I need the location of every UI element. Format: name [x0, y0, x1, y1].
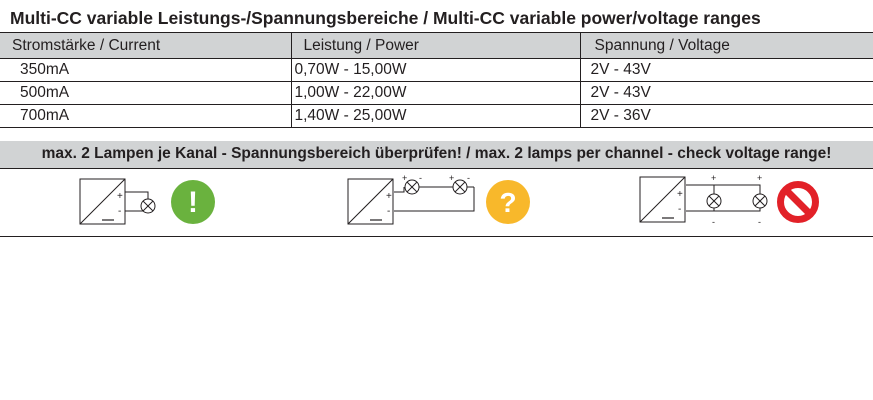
- header-voltage: Spannung / Voltage: [580, 33, 873, 59]
- plus-sign: +: [711, 173, 717, 183]
- cell-power: 1,00W - 22,00W: [291, 82, 580, 105]
- prohibited-icon: [776, 180, 820, 224]
- diagram-parallel-lamps: [640, 173, 820, 227]
- minus-sign: -: [758, 217, 761, 227]
- plus-sign: +: [117, 191, 123, 202]
- cell-power: 0,70W - 15,00W: [291, 59, 580, 82]
- cell-voltage: 2V - 36V: [580, 105, 873, 128]
- lamp-icon: [753, 194, 767, 208]
- cell-voltage: 2V - 43V: [580, 59, 873, 82]
- plus-sign: +: [449, 173, 455, 183]
- table-header-row: [0, 33, 873, 59]
- diagram-series-lamps: [348, 173, 530, 224]
- minus-sign: -: [678, 204, 682, 215]
- minus-sign: -: [419, 173, 422, 183]
- diagram-single-lamp: [80, 179, 215, 224]
- exclamation-mark: !: [188, 186, 198, 219]
- cell-voltage: 2V - 43V: [580, 82, 873, 105]
- spec-table: [0, 32, 873, 128]
- cell-current: 500mA: [0, 82, 291, 105]
- lamp-icon: [141, 199, 155, 213]
- header-power: Leistung / Power: [291, 33, 580, 59]
- question-mark: ?: [499, 187, 517, 218]
- plus-sign: +: [677, 189, 683, 200]
- header-current: Stromstärke / Current: [0, 33, 291, 59]
- plus-sign: +: [402, 173, 408, 183]
- cell-current: 350mA: [0, 59, 291, 82]
- lamp-icon: [707, 194, 721, 208]
- warning-note: max. 2 Lampen je Kanal - Spannungsbereich überprüfen! / max. 2 lamps per channel - check voltage range!: [0, 141, 873, 169]
- cell-power: 1,40W - 25,00W: [291, 105, 580, 128]
- minus-sign: -: [467, 173, 470, 183]
- minus-sign: -: [118, 206, 122, 217]
- table-row: [0, 105, 873, 128]
- minus-sign: -: [387, 206, 391, 217]
- cell-current: 700mA: [0, 105, 291, 128]
- plus-sign: +: [757, 173, 763, 183]
- lamp-icon: [453, 180, 467, 194]
- wiring-diagrams: [0, 169, 873, 237]
- plus-sign: +: [386, 191, 392, 202]
- table-row: [0, 59, 873, 82]
- wiring-diagrams-svg: [0, 169, 873, 236]
- minus-sign: -: [712, 217, 715, 227]
- table-row: [0, 82, 873, 105]
- page-title: Multi-CC variable Leistungs-/Spannungsbereiche / Multi-CC variable power/voltage ranges: [10, 8, 761, 28]
